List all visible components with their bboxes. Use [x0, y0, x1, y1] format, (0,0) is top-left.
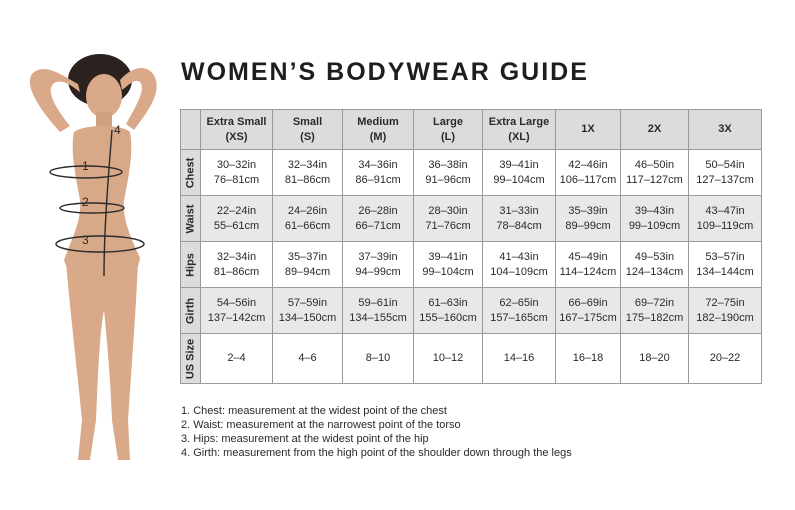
table-cell: 39–41in 99–104cm [414, 242, 483, 288]
table-cell: 8–10 [343, 334, 414, 384]
table-cell: 37–39in 94–99cm [343, 242, 414, 288]
table-cell: 54–56in 137–142cm [201, 288, 273, 334]
table-header-row [181, 110, 762, 150]
table-cell: 22–24in 55–61cm [201, 196, 273, 242]
table-cell: 4–6 [273, 334, 343, 384]
table-cell: 10–12 [414, 334, 483, 384]
table-cell: 49–53in 124–134cm [621, 242, 689, 288]
table-cell: 36–38in 91–96cm [414, 150, 483, 196]
table-cell: 41–43in 104–109cm [483, 242, 556, 288]
table-cell: 45–49in 114–124cm [556, 242, 621, 288]
table-cell: 16–18 [556, 334, 621, 384]
size-guide-table [180, 109, 762, 384]
table-cell: 57–59in 134–150cm [273, 288, 343, 334]
size-header: Extra Small (XS) [201, 110, 273, 150]
head-shape [86, 74, 122, 118]
table-cell: 50–54in 127–137cm [689, 150, 762, 196]
table-cell: 61–63in 155–160cm [414, 288, 483, 334]
size-header: 2X [621, 110, 689, 150]
table-row-girth [181, 288, 762, 334]
table-cell: 39–41in 99–104cm [483, 150, 556, 196]
table-cell: 69–72in 175–182cm [621, 288, 689, 334]
table-cell: 42–46in 106–117cm [556, 150, 621, 196]
size-header: Medium (M) [343, 110, 414, 150]
table-cell: 66–69in 167–175cm [556, 288, 621, 334]
table-cell: 43–47in 109–119cm [689, 196, 762, 242]
table-cell: 14–16 [483, 334, 556, 384]
note-chest: 1. Chest: measurement at the widest point of the chest [181, 405, 447, 417]
size-header: Small (S) [273, 110, 343, 150]
table-cell: 31–33in 78–84cm [483, 196, 556, 242]
row-label-us-size: US Size [181, 334, 201, 384]
table-cell: 35–39in 89–99cm [556, 196, 621, 242]
figure-marker-4: 4 [114, 123, 121, 137]
table-cell: 39–43in 99–109cm [621, 196, 689, 242]
table-cell: 20–22 [689, 334, 762, 384]
table-row-waist [181, 196, 762, 242]
figure-marker-2: 2 [82, 195, 89, 209]
page-title: WOMEN’S BODYWEAR GUIDE [181, 58, 589, 86]
size-header: 3X [689, 110, 762, 150]
table-cell: 72–75in 182–190cm [689, 288, 762, 334]
row-label-hips: Hips [181, 242, 201, 288]
table-cell: 32–34in 81–86cm [201, 242, 273, 288]
table-corner-cell [181, 110, 201, 150]
size-header: 1X [556, 110, 621, 150]
table-row-hips [181, 242, 762, 288]
measurement-notes-list [181, 404, 572, 460]
table-cell: 24–26in 61–66cm [273, 196, 343, 242]
table-row-us-size [181, 334, 762, 384]
table-cell: 62–65in 157–165cm [483, 288, 556, 334]
table-cell: 2–4 [201, 334, 273, 384]
table-cell: 46–50in 117–127cm [621, 150, 689, 196]
note-waist: 2. Waist: measurement at the narrowest point of the torso [181, 419, 461, 431]
table-cell: 26–28in 66–71cm [343, 196, 414, 242]
note-hips: 3. Hips: measurement at the widest point of the hip [181, 433, 429, 445]
size-header: Large (L) [414, 110, 483, 150]
size-header: Extra Large (XL) [483, 110, 556, 150]
table-cell: 28–30in 71–76cm [414, 196, 483, 242]
table-cell: 53–57in 134–144cm [689, 242, 762, 288]
table-cell: 30–32in 76–81cm [201, 150, 273, 196]
table-cell: 35–37in 89–94cm [273, 242, 343, 288]
table-cell: 34–36in 86–91cm [343, 150, 414, 196]
row-label-chest: Chest [181, 150, 201, 196]
right-arm-shape [120, 68, 157, 130]
note-girth: 4. Girth: measurement from the high point of the shoulder down through the legs [181, 447, 572, 459]
neck-shape [96, 112, 112, 128]
table-cell: 18–20 [621, 334, 689, 384]
table-row-chest [181, 150, 762, 196]
figure-marker-3: 3 [82, 233, 89, 247]
table-cell: 59–61in 134–155cm [343, 288, 414, 334]
figure-marker-1: 1 [82, 159, 89, 173]
table-cell: 32–34in 81–86cm [273, 150, 343, 196]
model-figure-illustration [0, 40, 175, 490]
row-label-waist: Waist [181, 196, 201, 242]
row-label-girth: Girth [181, 288, 201, 334]
